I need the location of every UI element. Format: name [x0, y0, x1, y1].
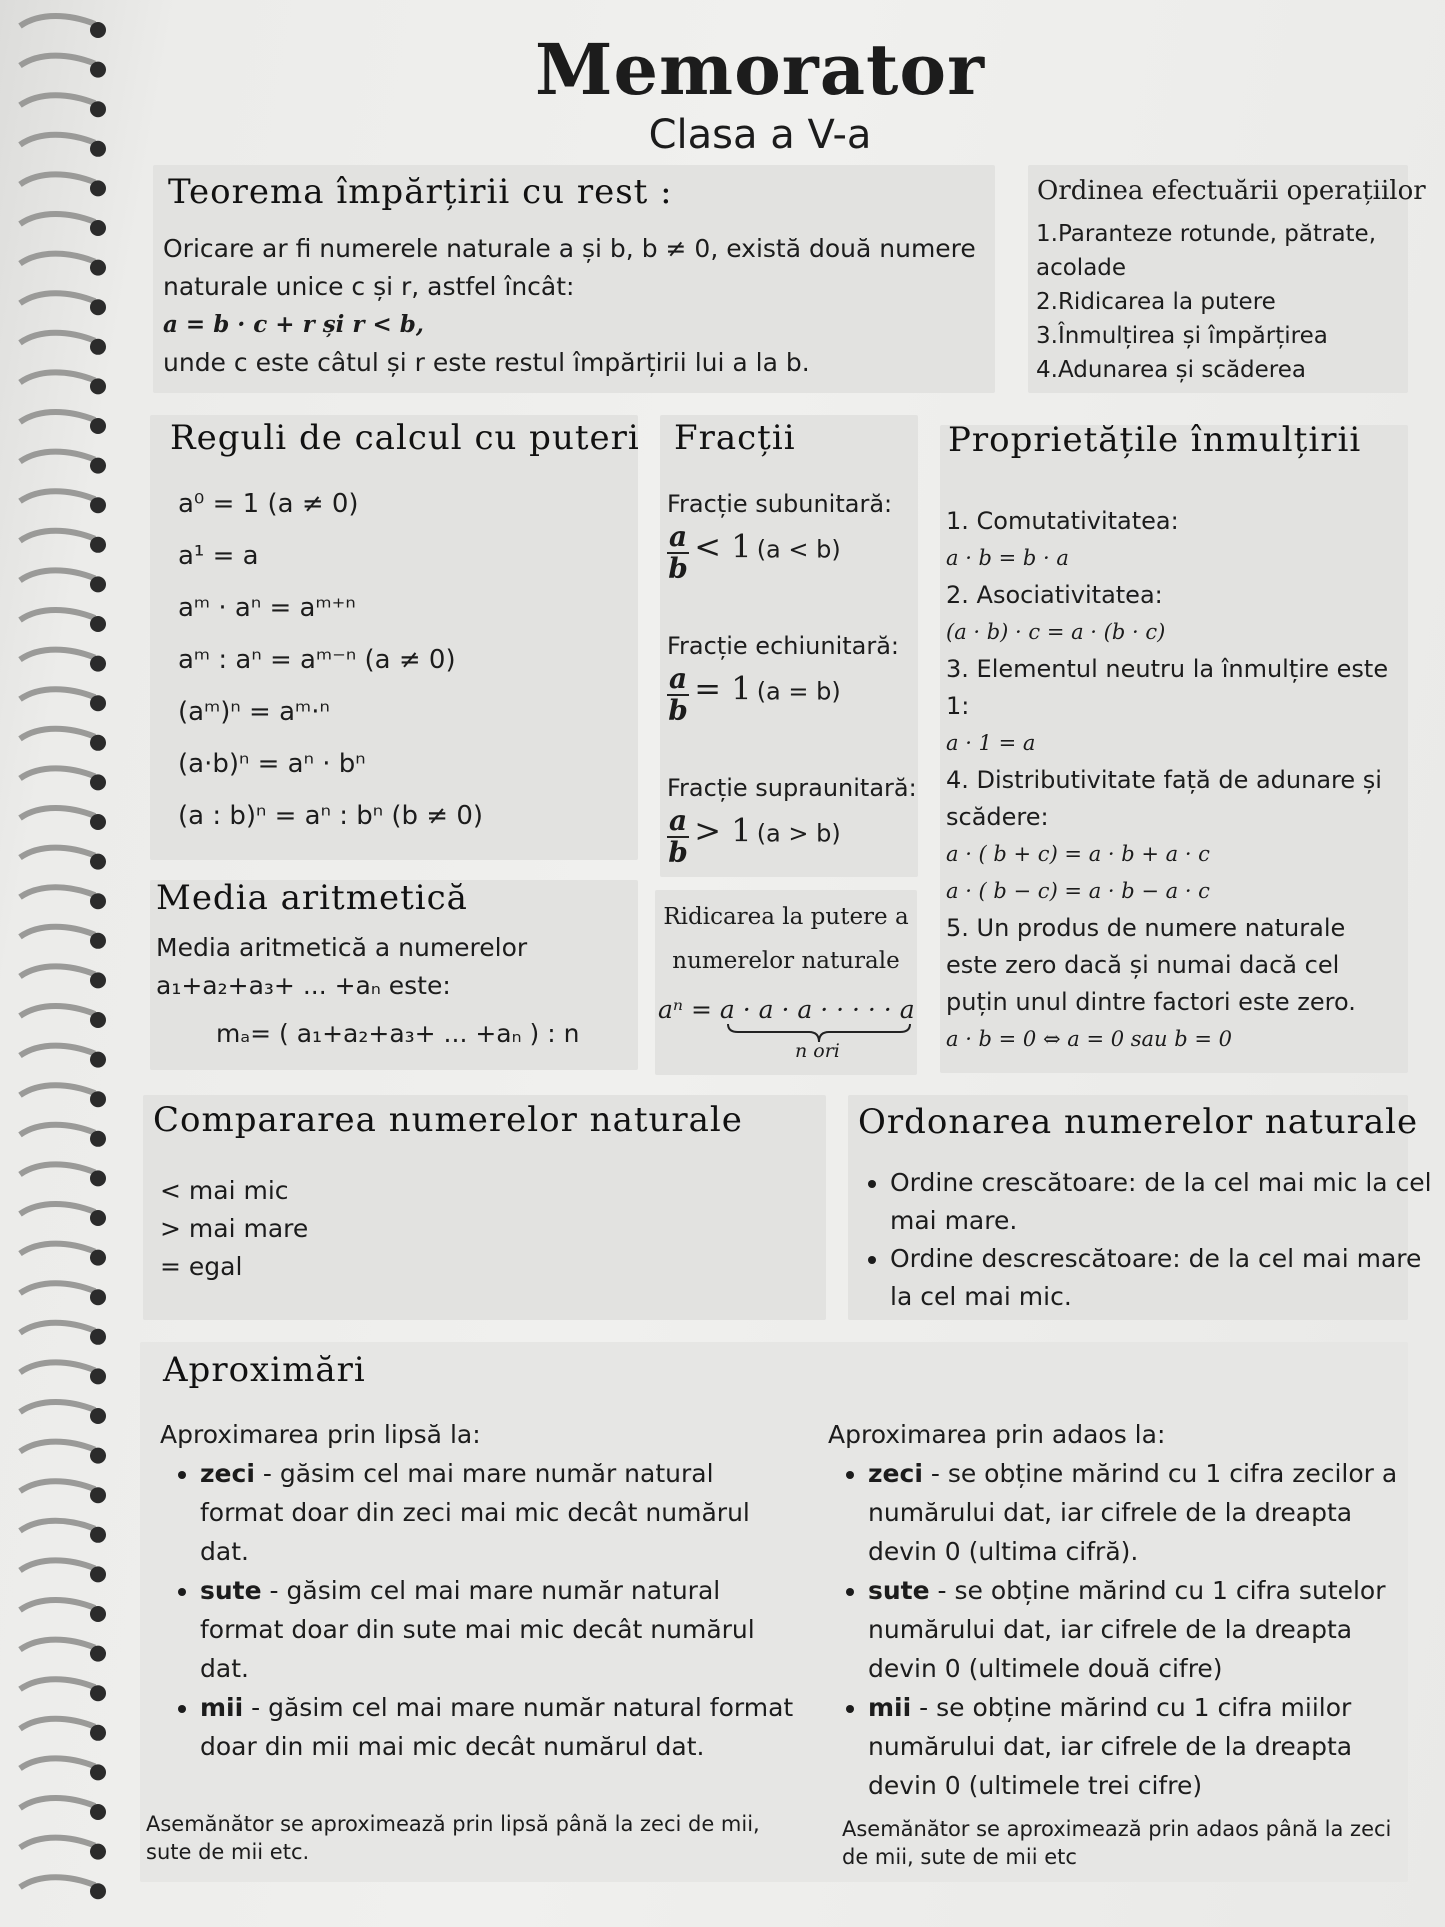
- spiral-coil: [20, 1758, 106, 1780]
- media-heading: Media aritmetică: [156, 878, 468, 918]
- puteri-rule: (aᵐ)ⁿ = aᵐ·ⁿ: [178, 697, 330, 727]
- spiral-binding: [0, 0, 120, 1927]
- spiral-coil: [20, 1481, 106, 1503]
- fractie-echiunitara-label: Fracție echiunitară:: [667, 632, 900, 660]
- fractie-echiunitara: [667, 664, 919, 726]
- teorema-line: Oricare ar fi numerele naturale a și b, b ≠ 0, există două numere: [163, 234, 976, 263]
- relation: = 1: [694, 669, 752, 708]
- condition: (a > b): [756, 819, 841, 848]
- adaos-item-text: - se obține mărind cu 1 cifra miilor numărului dat, iar cifrele de la dreapta devin 0 (ultimele trei cifre): [868, 1693, 1353, 1800]
- spiral-coil: [20, 966, 106, 988]
- fractie-supraunitara: [667, 806, 919, 868]
- puteri-rule: a⁰ = 1 (a ≠ 0): [178, 489, 359, 519]
- media-line: a₁+a₂+a₃+ ... +aₙ este:: [156, 971, 451, 1000]
- spiral-coil: [20, 1877, 106, 1899]
- adaos-item-text: - se obține mărind cu 1 cifra sutelor numărului dat, iar cifrele de la dreapta devin 0 (ultimele două cifre): [868, 1576, 1386, 1683]
- proprietati-line: 1:: [946, 692, 970, 720]
- adaos-note: Asemănător se aproximează prin adaos până la zeci de mii, sute de mii etc: [842, 1817, 1392, 1869]
- spiral-coil: [20, 887, 106, 909]
- spiral-coil: [20, 689, 106, 711]
- lipsa-item-text: - găsim cel mai mare număr natural format doar din zeci mai mic decât numărul dat.: [200, 1459, 750, 1566]
- compararea-item: > mai mare: [160, 1214, 309, 1243]
- proprietati-formula: a · b = b · a: [946, 546, 1069, 570]
- page-subtitle: Clasa a V-a: [648, 112, 872, 158]
- spiral-coil: [20, 1679, 106, 1701]
- spiral-coil: [20, 927, 106, 949]
- ordinea-item: 4.Adunarea și scăderea: [1036, 357, 1306, 383]
- adaos-item: [868, 1688, 1408, 1805]
- spiral-coil: [20, 1719, 106, 1741]
- puteri-rule: (a : b)ⁿ = aⁿ : bⁿ (b ≠ 0): [178, 801, 484, 831]
- proprietati-list: [946, 503, 1406, 1058]
- proprietati-line: 5. Un produs de numere naturale: [946, 914, 1346, 942]
- fractii-heading: Fracții: [674, 418, 796, 458]
- fractie-supraunitara-label: Fracție supraunitară:: [667, 774, 917, 802]
- proprietati-line: 4. Distributivitate față de adunare și: [946, 766, 1382, 794]
- proprietati-line: 3. Elementul neutru la înmulțire este: [946, 655, 1389, 683]
- teorema-line: unde c este câtul și r este restul împărțirii lui a la b.: [163, 348, 810, 377]
- ordinea-item: 2.Ridicarea la putere: [1036, 289, 1276, 315]
- spiral-coil: [20, 254, 106, 276]
- spiral-coil: [20, 1600, 106, 1622]
- spiral-coil: [20, 1838, 106, 1860]
- spiral-coil: [20, 570, 106, 592]
- spiral-coil: [20, 848, 106, 870]
- puteri-heading: Reguli de calcul cu puteri: [170, 418, 640, 458]
- adaos-item-term: zeci: [868, 1459, 923, 1488]
- spiral-coil: [20, 1244, 106, 1266]
- ridicarea-heading-line: numerelor naturale: [672, 948, 900, 974]
- lipsa-note: Asemănător se aproximează prin lipsă până la zeci de mii, sute de mii etc.: [146, 1812, 760, 1864]
- spiral-coil: [20, 1362, 106, 1384]
- media-formula: mₐ= ( a₁+a₂+a₃+ ... +aₙ ) : n: [216, 1019, 580, 1048]
- proprietati-formula: a · b = 0 ⇔ a = 0 sau b = 0: [946, 1027, 1232, 1051]
- aproximari-adaos: [828, 1416, 1408, 1805]
- teorema-body: [163, 230, 1003, 382]
- ridicarea-heading: [655, 895, 917, 983]
- lipsa-item-text: - găsim cel mai mare număr natural format doar din sute mai mic decât numărul dat.: [200, 1576, 755, 1683]
- condition: (a = b): [756, 677, 841, 706]
- ordinea-item: 3.Înmulțirea și împărțirea: [1036, 323, 1328, 349]
- compararea-heading: Compararea numerelor naturale: [153, 1100, 743, 1140]
- spiral-coil: [20, 1283, 106, 1305]
- spiral-coil: [20, 1204, 106, 1226]
- spiral-coil: [20, 610, 106, 632]
- lipsa-item: [200, 1688, 800, 1766]
- spiral-coil: [20, 452, 106, 474]
- spiral-coil: [20, 333, 106, 355]
- adaos-item-term: sute: [868, 1576, 930, 1605]
- lipsa-item-term: sute: [200, 1576, 262, 1605]
- compararea-list: [160, 1172, 308, 1286]
- spiral-coil: [20, 1798, 106, 1820]
- spiral-coil: [20, 650, 106, 672]
- ridicarea-rhs: a · a · a · · · · · a: [719, 995, 915, 1024]
- brace-label: n ori: [795, 1040, 840, 1062]
- proprietati-line: este zero dacă și numai dacă cel: [946, 951, 1340, 979]
- ridicarea-lhs: aⁿ =: [658, 995, 712, 1024]
- compararea-item: = egal: [160, 1252, 243, 1281]
- ordonarea-item: • Ordine crescătoare: de la cel mai mic la cel mai mare.: [890, 1164, 1440, 1240]
- ordinea-item: acolade: [1036, 255, 1127, 281]
- spiral-coil: [20, 1442, 106, 1464]
- aproximari-lipsa: [160, 1416, 800, 1766]
- proprietati-line: 2. Asociativitatea:: [946, 581, 1163, 609]
- teorema-heading: Teorema împărțirii cu rest :: [168, 172, 673, 212]
- relation: < 1: [694, 527, 752, 566]
- teorema-formula: a = b · c + r și r < b,: [163, 311, 424, 338]
- spiral-coil: [20, 1006, 106, 1028]
- lipsa-item-term: zeci: [200, 1459, 255, 1488]
- spiral-coil: [20, 729, 106, 751]
- spiral-coil: [20, 491, 106, 513]
- spiral-coil: [20, 372, 106, 394]
- adaos-item: [868, 1454, 1408, 1571]
- spiral-coil: [20, 1164, 106, 1186]
- spiral-coil: [20, 214, 106, 236]
- condition: (a < b): [756, 535, 841, 564]
- fractie-subunitara: [667, 522, 919, 584]
- ordonarea-heading: Ordonarea numerelor naturale: [858, 1102, 1419, 1142]
- fractii-body: [667, 490, 919, 868]
- ordonarea-list: [850, 1164, 1440, 1316]
- lipsa-item: [200, 1571, 800, 1688]
- fractie-subunitara-label: Fracție subunitară:: [667, 490, 893, 518]
- proprietati-formula: (a · b) · c = a · (b · c): [946, 620, 1166, 644]
- spiral-coil: [20, 1521, 106, 1543]
- spiral-coil: [20, 1402, 106, 1424]
- ordinea-item: 1.Paranteze rotunde, pătrate,: [1036, 221, 1377, 247]
- lipsa-list: [160, 1454, 800, 1766]
- teorema-line: naturale unice c și r, astfel încât:: [163, 272, 575, 301]
- ridicarea-formula: [658, 995, 915, 1024]
- media-body: [156, 929, 579, 1053]
- proprietati-formula: a · 1 = a: [946, 731, 1036, 755]
- aproximari-heading: Aproximări: [163, 1350, 366, 1390]
- adaos-list: [828, 1454, 1408, 1805]
- spiral-coil: [20, 293, 106, 315]
- lipsa-intro: Aproximarea prin lipsă la:: [160, 1420, 481, 1449]
- puteri-rule: a¹ = a: [178, 541, 259, 571]
- proprietati-heading: Proprietățile înmulțirii: [948, 420, 1362, 460]
- puteri-rule: aᵐ · aⁿ = aᵐ⁺ⁿ: [178, 593, 356, 623]
- spiral-coil: [20, 531, 106, 553]
- proprietati-line: scădere:: [946, 803, 1049, 831]
- media-line: Media aritmetică a numerelor: [156, 933, 528, 962]
- lipsa-item-text: - găsim cel mai mare număr natural format doar din mii mai mic decât numărul dat.: [200, 1693, 794, 1761]
- adaos-item: [868, 1571, 1408, 1688]
- proprietati-line: puțin unul dintre factori este zero.: [946, 988, 1356, 1016]
- compararea-item: < mai mic: [160, 1176, 289, 1205]
- ridicarea-heading-line: Ridicarea la putere a: [663, 904, 909, 930]
- spiral-coil: [20, 768, 106, 790]
- puteri-rules: [178, 478, 483, 842]
- spiral-coil: [20, 808, 106, 830]
- spiral-coil: [20, 1085, 106, 1107]
- adaos-intro: Aproximarea prin adaos la:: [828, 1420, 1166, 1449]
- ordonarea-item: • Ordine descrescătoare: de la cel mai mare la cel mai mic.: [890, 1240, 1440, 1316]
- relation: > 1: [694, 811, 752, 850]
- fraction: $\frac{a}{b}$: [668, 804, 688, 869]
- spiral-coil: [20, 1560, 106, 1582]
- puteri-rule: (a·b)ⁿ = aⁿ · bⁿ: [178, 749, 366, 779]
- spiral-coil: [20, 174, 106, 196]
- fraction: $\frac{a}{b}$: [668, 662, 688, 727]
- ordinea-heading: Ordinea efectuării operațiilor: [1037, 176, 1426, 206]
- puteri-rule: aᵐ : aⁿ = aᵐ⁻ⁿ (a ≠ 0): [178, 645, 456, 675]
- spiral-coil: [20, 1046, 106, 1068]
- proprietati-line: 1. Comutativitatea:: [946, 507, 1179, 535]
- fraction: $\frac{a}{b}$: [668, 520, 688, 585]
- spiral-coil: [20, 1323, 106, 1345]
- proprietati-formula: a · ( b + c) = a · b + a · c: [946, 842, 1210, 866]
- page-title: Memorator: [535, 28, 985, 111]
- spiral-coil: [20, 412, 106, 434]
- adaos-item-text: - se obține mărind cu 1 cifra zecilor a numărului dat, iar cifrele de la dreapta devin 0 (ultima cifră).: [868, 1459, 1398, 1566]
- ordinea-list: [1036, 217, 1408, 387]
- spiral-coil: [20, 1125, 106, 1147]
- lipsa-item-term: mii: [200, 1693, 244, 1722]
- lipsa-item: [200, 1454, 800, 1571]
- spiral-coil: [20, 1640, 106, 1662]
- proprietati-formula: a · ( b − c) = a · b − a · c: [946, 879, 1210, 903]
- adaos-item-term: mii: [868, 1693, 912, 1722]
